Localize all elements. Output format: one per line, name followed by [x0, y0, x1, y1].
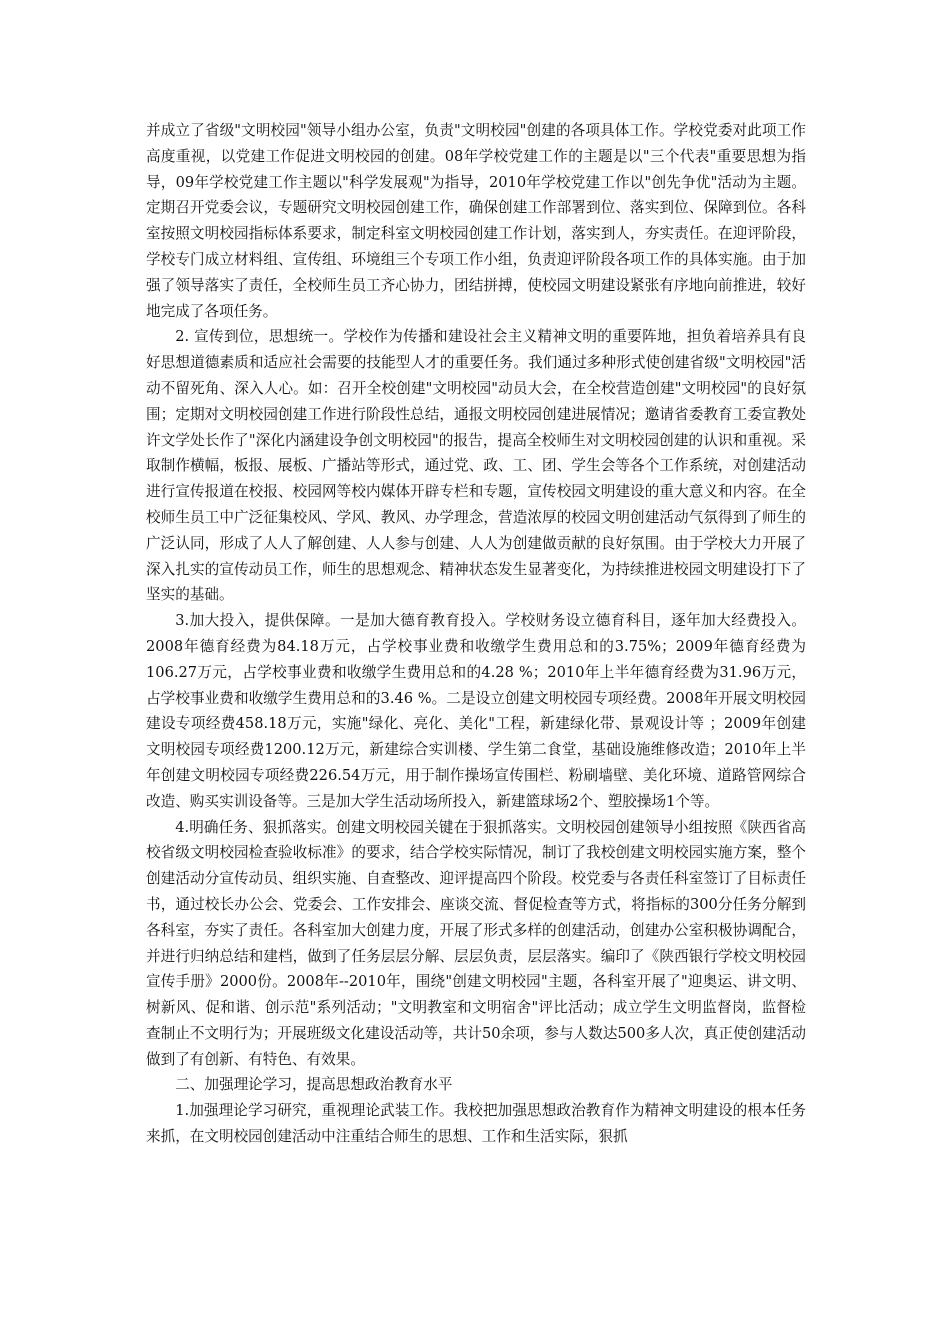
- paragraph-investment: 3.加大投入，提供保障。一是加大德育教育投入。学校财务设立德育科目，逐年加大经费投入。2008年德育经费为84.18万元，占学校事业费和收缴学生费用总和的3.75%；2009年德育经费为106.27万元，占学校事业费和收缴学生费用总和的4.28 %；2010年上半年德育经费为31.96万元，占学校事业费和收缴学生费用总和的3.46 %。二是设立创建文明校园专项经费。2008年开展文明校园建设专项经费458.18万元，实施"绿化、亮化、美化"工程，新建绿化带、景观设计等 ；2009年创建文明校园专项经费1200.12万元，新建综合实训楼、学生第二食堂，基础设施维修改造；2010年上半年创建文明校园专项经费226.54万元，用于制作操场宣传围栏、粉刷墙壁、美化环境、道路管网综合改造、购买实训设备等。三是加大学生活动场所投入，新建篮球场2个、塑胶操场1个等。: [146, 612, 806, 810]
- paragraph-publicity: 2. 宣传到位，思想统一。学校作为传播和建设社会主义精神文明的重要阵地，担负着培养具有良好思想道德素质和适应社会需要的技能型人才的重要任务。我们通过多种形式使创建省级"文明校园"活动不留死角、深入人心。如：召开全校创建"文明校园"动员大会，在全校营造创建"文明校园"的良好氛围；定期对文明校园创建工作进行阶段性总结，通报文明校园创建进展情况；邀请省委教育工委宣教处许文学处长作了"深化内涵建设争创文明校园"的报告，提高全校师生对文明校园创建的认识和重视。采取制作横幅，板报、展板、广播站等形式，通过党、政、工、团、学生会等各个工作系统，对创建活动进行宣传报道在校报、校园网等校内媒体开辟专栏和专题，宣传校园文明建设的重大意义和内容。在全校师生员工中广泛征集校风、学风、教风、办学理念，营造浓厚的校园文明创建活动气氛得到了师生的广泛认同，形成了人人了解创建、人人参与创建、人人为创建做贡献的良好氛围。由于学校大力开展了深入扎实的宣传动员工作，师生的思想观念、精神状态发生显著变化，为持续推进校园文明建设打下了坚实的基础。: [146, 328, 806, 604]
- section-heading-theory: 二、加强理论学习，提高思想政治教育水平: [175, 1076, 453, 1094]
- document-page: [146, 118, 806, 1150]
- paragraph-theory-study: 1.加强理论学习研究，重视理论武装工作。我校把加强思想政治教育作为精神文明建设的根本任务来抓，在文明校园创建活动中注重结合师生的思想、工作和生活实际，狠抓: [146, 1102, 806, 1146]
- paragraph-leadership: 并成立了省级"文明校园"领导小组办公室，负责"文明校园"创建的各项具体工作。学校党委对此项工作高度重视，以党建工作促进文明校园的创建。08年学校党建工作的主题是以"三个代表"重要思想为指导，09年学校党建工作主题以"科学发展观"为指导，2010年学校党建工作以"创先争优"活动为主题。定期召开党委会议，专题研究文明校园创建工作，确保创建工作部署到位、落实到位、保障到位。各科室按照文明校园指标体系要求，制定科室文明校园创建工作计划，落实到人，夯实责任。在迎评阶段，学校专门成立材料组、宣传组、环境组三个专项工作小组，负责迎评阶段各项工作的具体实施。由于加强了领导落实了责任，全校师生员工齐心协力，团结拼搏，使校园文明建设紧张有序地向前推进，较好地完成了各项任务。: [146, 122, 806, 320]
- paragraph-tasks: 4.明确任务、狠抓落实。创建文明校园关键在于狠抓落实。文明校园创建领导小组按照《陕西省高校省级文明校园检查验收标准》的要求，结合学校实际情况，制订了我校创建文明校园实施方案，整个创建活动分宣传动员、组织实施、自查整改、迎评提高四个阶段。校党委与各责任科室签订了目标责任书，通过校长办公会、党委会、工作安排会、座谈交流、督促检查等方式，将指标的300分任务分解到各科室，夯实了责任。各科室加大创建力度，开展了形式多样的创建活动，创建办公室积极协调配合，并进行归纳总结和建档，做到了任务层层分解、层层负责，层层落实。编印了《陕西银行学校文明校园宣传手册》2000份。2008年--2010年，围绕"创建文明校园"主题，各科室开展了"迎奥运、讲文明、树新风、促和谐、创示范"系列活动；"文明教室和文明宿舍"评比活动；成立学生文明监督岗，监督检查制止不文明行为；开展班级文化建设活动等，共计50余项，参与人数达500多人次，真正使创建活动做到了有创新、有特色、有效果。: [146, 818, 806, 1068]
